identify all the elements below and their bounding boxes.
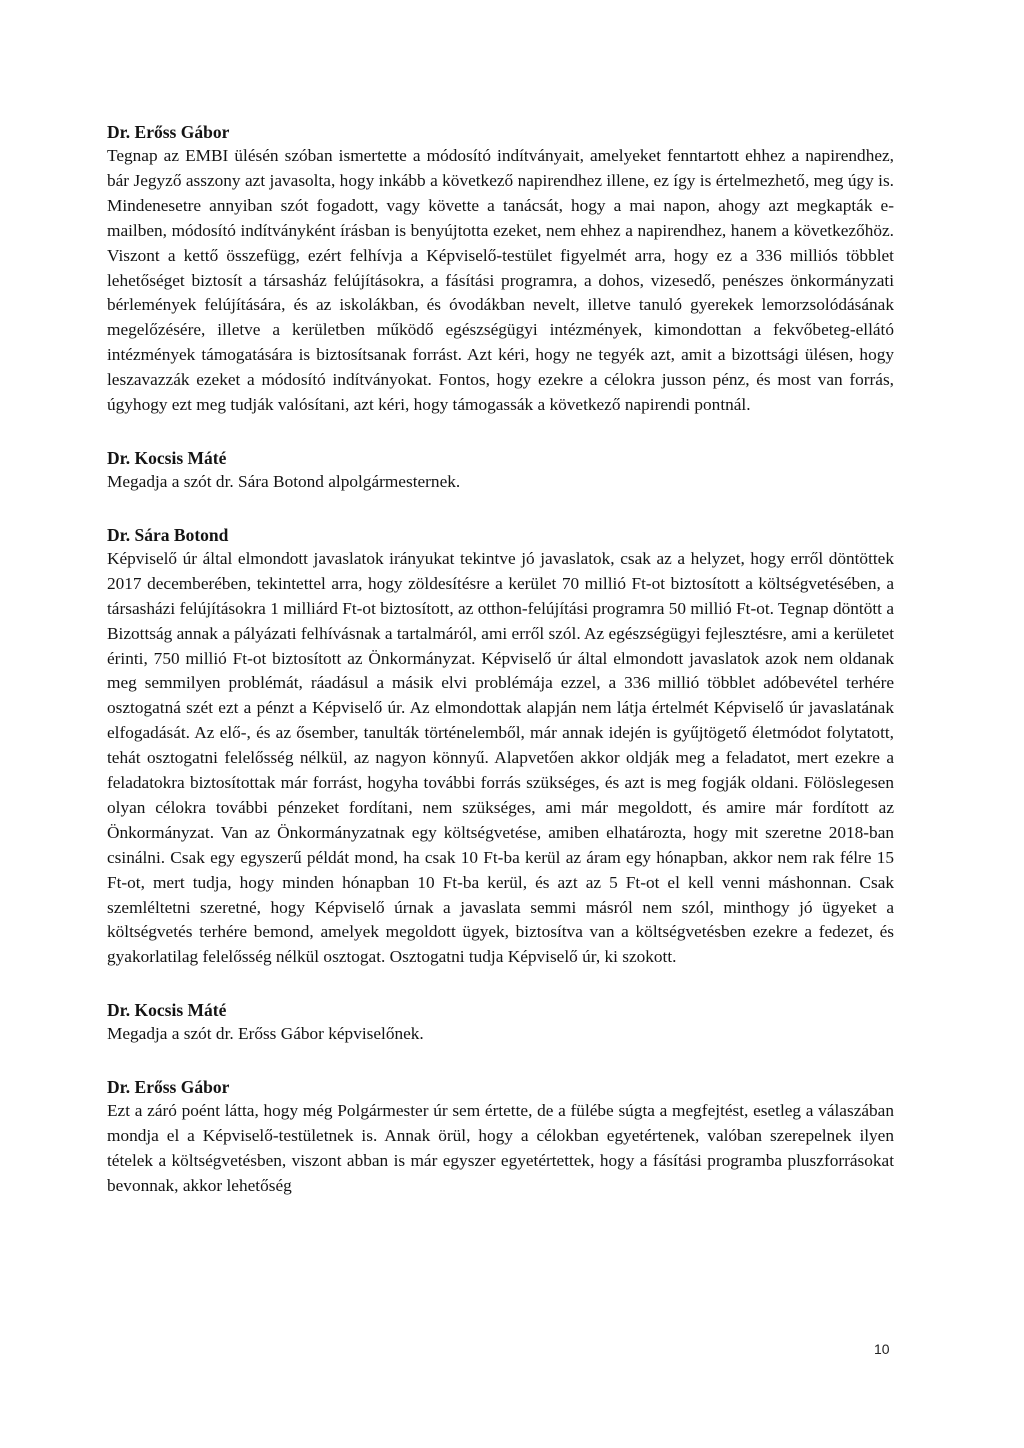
speaker-name: Dr. Sára Botond xyxy=(107,524,229,545)
speaker-name: Dr. Kocsis Máté xyxy=(107,1000,227,1021)
speech-block xyxy=(107,446,894,495)
speech-block xyxy=(107,523,894,970)
speaker-name: Dr. Erőss Gábor xyxy=(107,122,230,142)
speech-text: Tegnap az EMBI ülésén szóban ismertette a módosító indítványait, amelyeket fenntartott ehhez a napirendhez, bár Jegyző asszony azt javasolta, hogy inkább a következő napirendhez illene, ez így is értelmezhető, meg úgy is. Mindenesetre annyiban szót fogadott, vagy követte a tanácsát, hogy a mai napon, ahogy azt megkapták e-mailben, módosító indítványként írásban is benyújtotta ezeket, nem ehhez a napirendhez, hanem a következőhöz. Viszont a kettő összefügg, ezért felhívja a Képviselő-testület figyelmét arra, hogy ez a 336 milliós többlet lehetőséget biztosít a társasház felújításokra, a fásítási programra, a dohos, vizesedő, penészes önkormányzati bérlemények felújítására, és az iskolákban, és óvodákban nevelt, illetve tanuló gyerekek lemorzsolódásának megelőzésére, illetve a kerületben működő egészségügyi intézmények, kimondottan a fekvőbeteg-ellátó intézmények támogatására is biztosítsanak forrást. Azt kéri, hogy ne tegyék azt, amit a bizottsági ülésen, hogy leszavazzák ezeket a módosító indítványokat. Fontos, hogy ezekre a célokra jusson pénz, és most van forrás, úgyhogy ezt meg tudják valósítani, azt kéri, hogy támogassák a következő napirendi pontnál. xyxy=(107,146,894,415)
speech-text: Ezt a záró poént látta, hogy még Polgármester úr sem értette, de a fülébe súgta a megfejtést, esetleg a válaszában mondja el a Képviselő-testületnek is. Annak örül, hogy a célokban egyetértenek, valóban szerepelnek ilyen tételek a költségvetésben, viszont abban is már egyszer egyetértettek, hogy a fásítási programba pluszforrásokat bevonnak, akkor lehetőség xyxy=(107,1101,894,1195)
speaker-name: Dr. Kocsis Máté xyxy=(107,447,227,468)
page-number: 10 xyxy=(874,1341,890,1357)
speech-block xyxy=(107,120,894,418)
speech-block xyxy=(107,998,894,1047)
speaker-name: Dr. Erőss Gábor xyxy=(107,1077,230,1098)
speech-text: Megadja a szót dr. Erőss Gábor képviselőnek. xyxy=(107,1024,424,1044)
speech-text: Képviselő úr által elmondott javaslatok irányukat tekintve jó javaslatok, csak az a helyzet, hogy erről döntöttek 2017 decemberében, tekintettel arra, hogy zöldesítésre a kerület 70 millió Ft-ot biztosított a költségvetésében, a társasházi felújításokra 1 milliárd Ft-ot biztosított, az otthon-felújítási programra 50 millió Ft-ot. Tegnap döntött a Bizottság annak a pályázati felhívásnak a tartalmáról, ami erről szól. Az egészségügyi fejlesztésre, ami a kerületet érinti, 750 millió Ft-ot biztosított az Önkormányzat. Képviselő úr által elmondott javaslatok azok nem oldanak meg semmilyen problémát, ráadásul a másik elvi problémája ezzel, a 336 millió többlet adóbevétel terhére osztogatná szét ezt a pénzt a Képviselő úr. Az elmondottak alapján nem látja értelmét Képviselő úr javaslatának elfogadását. Az elő-, és az ősember, tanulták történelemből, már annak idején is gyűjtögető életmódot folytatott, tehát osztogatni felelősség nélkül, az nagyon könnyű. Alapvetően akkor oldják meg a feladatot, mert ezekre a feladatokra biztosítottak már forrást, hogyha további forrás szükséges, és azt is meg fogják oldani. Fölöslegesen olyan célokra további pénzeket fordítani, nem szükséges, ami már megoldott, és amire már fordított az Önkormányzat. Van az Önkormányzatnak egy költségvetése, amiben elhatározta, hogy mit szeretne 2018-ban csinálni. Csak egy egyszerű példát mond, ha csak 10 Ft-ba kerül az áram egy hónapban, akkor nem rak félre 15 Ft-ot, mert tudja, hogy minden hónapban 10 Ft-ba kerül, és azt az 5 Ft-ot el kell venni máshonnan. Csak szemléltetni szeretné, hogy Képviselő úrnak a javaslata semmi másról nem szól, minthogy jó ügyeket a költségvetés terhére bemond, amelyek megoldott ügyek, biztosítva van a költségvetésben ezekre a fedezet, és gyakorlatilag felelősség nélkül osztogat. Osztogatni tudja Képviselő úr, ki szokott. xyxy=(107,548,894,967)
speech-text: Megadja a szót dr. Sára Botond alpolgármesternek. xyxy=(107,471,461,491)
document-page xyxy=(107,120,894,1199)
speech-block xyxy=(107,1075,894,1199)
